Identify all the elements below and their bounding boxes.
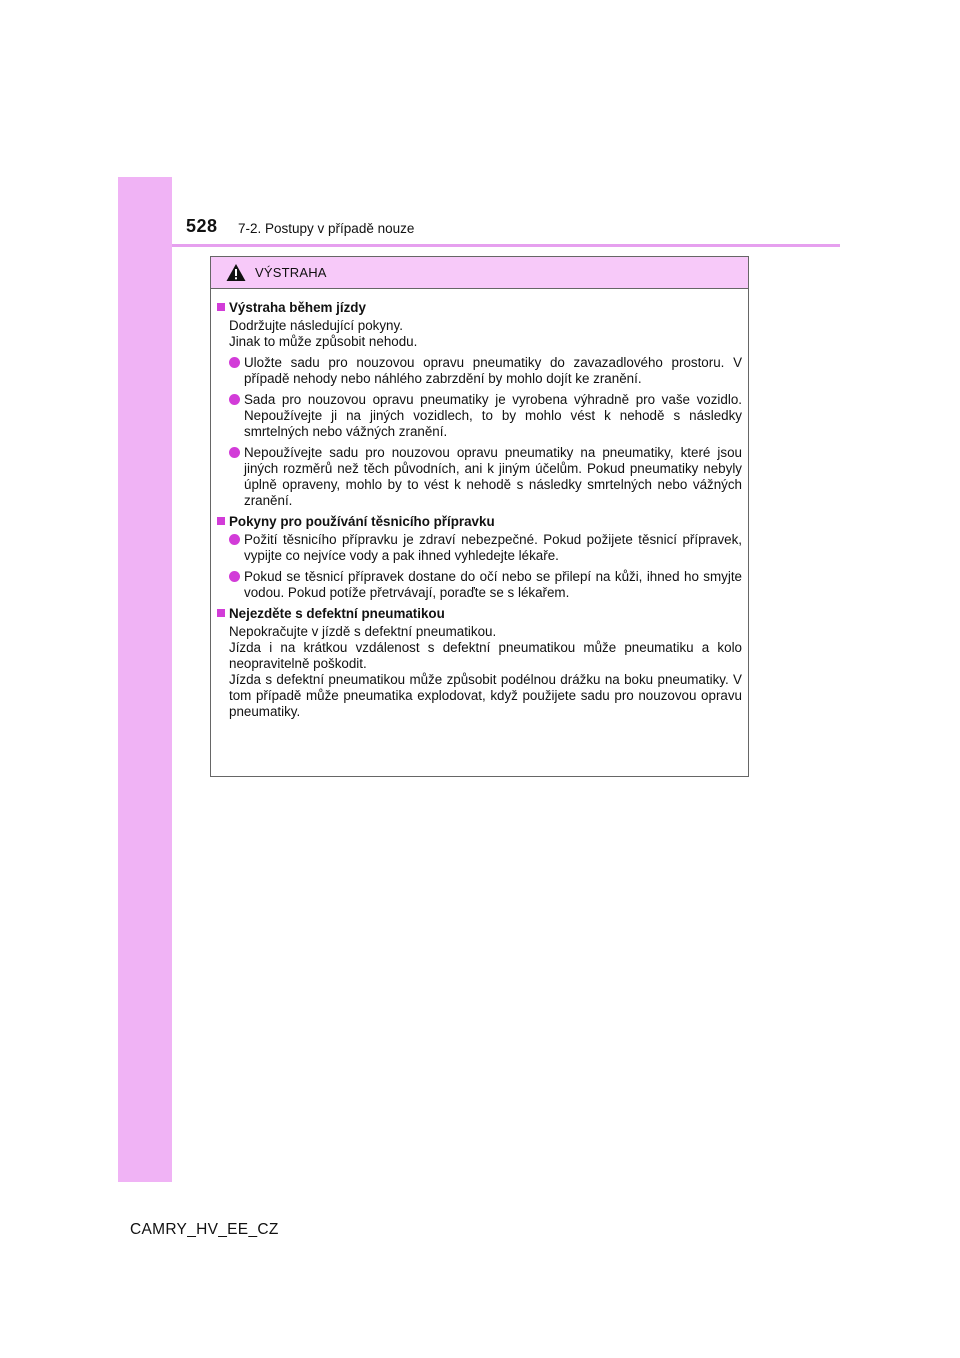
square-bullet-icon: [217, 609, 225, 617]
section-title: 7-2. Postupy v případě nouze: [238, 221, 415, 236]
warning-body: [211, 289, 748, 720]
list-item: Požití těsnicího přípravku je zdraví nebezpečné. Pokud požijete těsnicí přípravek, vypijte co nejvíce vody a pak ihned vyhledejte lékaře.: [229, 532, 742, 564]
paragraph: Jinak to může způsobit nehodu.: [229, 334, 418, 349]
page-number: 528: [186, 216, 218, 236]
list-item: Sada pro nouzovou opravu pneumatiky je vyrobena výhradně pro vaše vozidlo. Nepoužívejte ji na jiných vozidlech, to by mohlo vést k nehodě s následky smrtelných nebo vážných zranění.: [229, 392, 742, 440]
square-bullet-icon: [217, 517, 225, 525]
section-heading: Nejezděte s defektní pneumatikou: [229, 606, 445, 621]
paragraph: Dodržujte následující pokyny.: [229, 318, 403, 333]
circle-bullet-icon: [229, 357, 240, 368]
warning-section: [217, 514, 742, 601]
warning-section: [217, 300, 742, 509]
warning-triangle-icon: [226, 263, 246, 282]
circle-bullet-icon: [229, 534, 240, 545]
section-heading: Pokyny pro používání těsnicího přípravku: [229, 514, 495, 529]
circle-bullet-icon: [229, 394, 240, 405]
square-bullet-icon: [217, 303, 225, 311]
list-item: Nepoužívejte sadu pro nouzovou opravu pneumatiky na pneumatiky, které jsou jiných rozměrů než těch původních, ani k jiným účelům. Pokud pneumatiky nebyly úplně opraveny, mohlo by to vést k nehodě s následky smrtelných nebo vážných zranění.: [229, 445, 742, 509]
warning-header: [211, 257, 748, 289]
warning-section: [217, 606, 742, 720]
page-header: [186, 216, 846, 246]
document-code: CAMRY_HV_EE_CZ: [130, 1221, 279, 1238]
list-item: Uložte sadu pro nouzovou opravu pneumatiky do zavazadlového prostoru. V případě nehody nebo náhlého zabrzdění by mohlo dojít ke zranění.: [229, 355, 742, 387]
circle-bullet-icon: [229, 571, 240, 582]
paragraph: Jízda s defektní pneumatikou může způsobit podélnou drážku na boku pneumatiky. V tom případě může pneumatika explodovat, když použijete sadu pro nouzovou opravu pneumatiky.: [229, 672, 742, 719]
warning-box: [210, 256, 749, 777]
circle-bullet-icon: [229, 447, 240, 458]
header-rule: [172, 244, 840, 247]
section-heading: Výstraha během jízdy: [229, 300, 366, 315]
paragraph: Nepokračujte v jízdě s defektní pneumatikou.: [229, 624, 497, 639]
list-item: Pokud se těsnicí přípravek dostane do očí nebo se přilepí na kůži, ihned ho smyjte vodou. Pokud potíže přetrvávají, poraďte se s lékařem.: [229, 569, 742, 601]
chapter-side-band: [118, 177, 172, 1182]
paragraph: Jízda i na krátkou vzdálenost s defektní pneumatikou může pneumatiku a kolo neopravitelně poškodit.: [229, 640, 742, 671]
warning-label: VÝSTRAHA: [255, 265, 327, 280]
